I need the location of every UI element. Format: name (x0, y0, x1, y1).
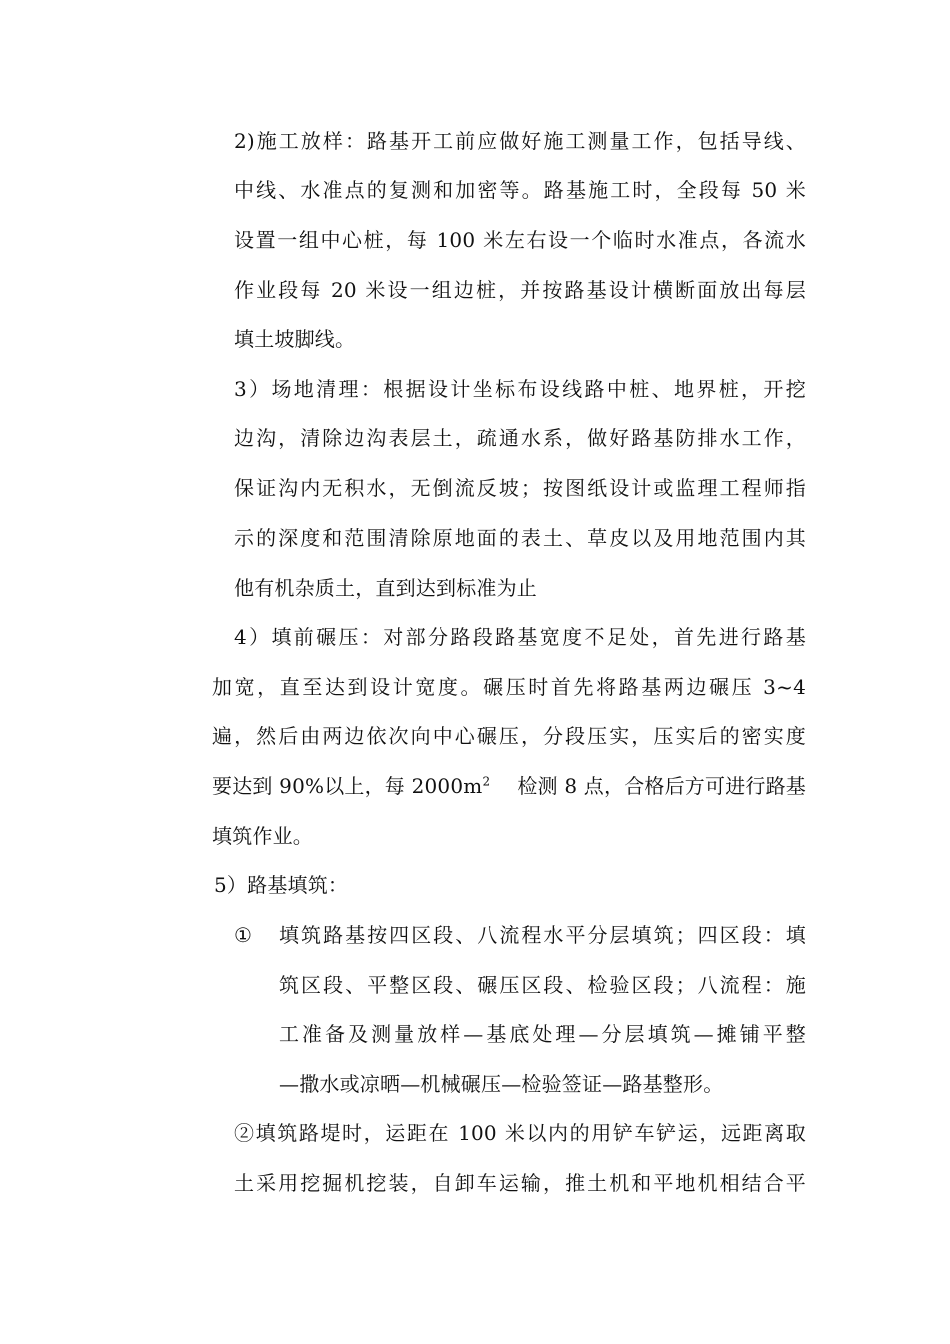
p2-line-2: 中线、水准点的复测和加密等。路基施工时，全段每 50 米 (234, 178, 806, 202)
item-2-line-2: 土采用挖掘机挖装，自卸车运输，推土机和平地机相结合平 (234, 1171, 806, 1195)
item-1-marker: ① (234, 923, 253, 947)
item-2-line-1: ②填筑路堤时，运距在 100 米以内的用铲车铲运，远距离取 (234, 1121, 806, 1145)
item-1-line-3: 工准备及测量放样—基底处理—分层填筑—摊铺平整 (279, 1022, 806, 1046)
item-1-line-4: —撒水或凉晒—机械碾压—检验签证—路基整形。 (279, 1072, 724, 1096)
p3-line-2: 边沟，清除边沟表层土，疏通水系，做好路基防排水工作， (234, 426, 806, 450)
p2-line-5: 填土坡脚线。 (234, 327, 356, 351)
p3-line-1: 3）场地清理：根据设计坐标布设线路中桩、地界桩，开挖 (234, 377, 806, 401)
p2-line-4: 作业段每 20 米设一组边桩，并按路基设计横断面放出每层 (234, 278, 806, 302)
p5-heading: 5）路基填筑： (214, 873, 349, 897)
p3-line-3: 保证沟内无积水，无倒流反坡；按图纸设计或监理工程师指 (234, 476, 806, 500)
p4-line-4-tail: 检测 8 点，合格后方可进行路基 (517, 774, 806, 798)
item-1-line-1: 填筑路基按四区段、八流程水平分层填筑；四区段：填 (279, 923, 806, 947)
superscript-2: 2 (482, 774, 491, 789)
p2-line-3: 设置一组中心桩，每 100 米左右设一个临时水准点，各流水 (234, 228, 806, 252)
p4-line-5: 填筑作业。 (212, 824, 313, 848)
p4-line-1: 4）填前碾压：对部分路段路基宽度不足处，首先进行路基 (234, 625, 806, 649)
p4-line-4-head: 要达到 90%以上，每 $2000m^2$ (212, 774, 491, 798)
p4-line-4 (212, 773, 806, 799)
p3-line-5: 他有机杂质土，直到达到标准为止 (234, 576, 537, 600)
p4-line-3: 遍，然后由两边依次向中心碾压，分段压实，压实后的密实度 (212, 724, 806, 748)
p3-line-4: 示的深度和范围清除原地面的表土、草皮以及用地范围内其 (234, 526, 806, 550)
p2-line-1: 2)施工放样：路基开工前应做好施工测量工作，包括导线、 (234, 129, 806, 153)
item-1-line-2: 筑区段、平整区段、碾压区段、检验区段；八流程：施 (279, 973, 806, 997)
p4-line-2: 加宽，直至达到设计宽度。碾压时首先将路基两边碾压 3~4 (212, 675, 806, 699)
